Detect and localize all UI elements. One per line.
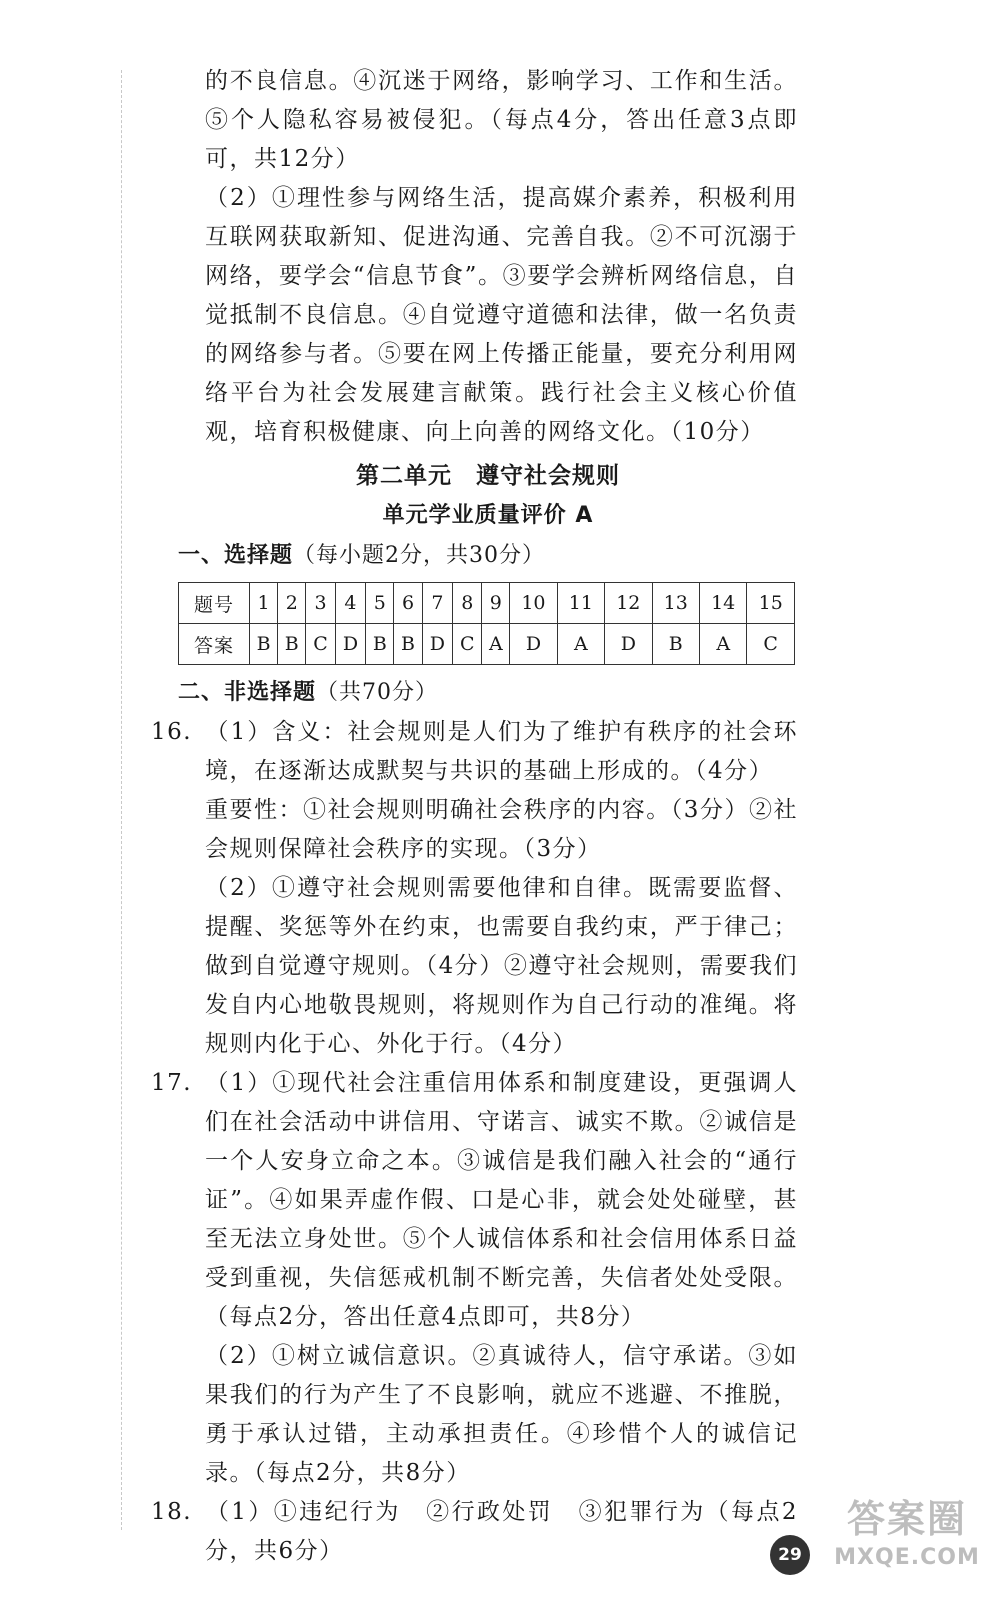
section-2-note: （共70分） (316, 680, 439, 705)
page-number: 29 (770, 1535, 810, 1575)
row-label-answers: 答案 (179, 624, 250, 665)
q17-number: 17. (151, 1070, 193, 1096)
answer-cell: D (422, 624, 453, 665)
answer-table (178, 582, 795, 665)
question-number: 4 (335, 583, 366, 624)
question-number: 2 (278, 583, 306, 624)
q18-part1 (151, 1493, 798, 1571)
q18-number: 18. (151, 1499, 193, 1525)
question-number: 15 (747, 583, 795, 624)
section-2-heading (178, 673, 798, 713)
question-number: 14 (699, 583, 746, 624)
question-number: 5 (366, 583, 394, 624)
section-1-heading (178, 536, 798, 576)
answer-cell: B (250, 624, 278, 665)
question-number-row (179, 583, 795, 624)
q18-part1-text: （1）①违纪行为 ②行政处罚 ③犯罪行为（每点2分，共6分） (205, 1499, 798, 1564)
question-number: 1 (250, 583, 278, 624)
top-block-line: 的不良信息。④沉迷于网络，影响学习、工作和生活。⑤个人隐私容易被侵犯。（每点4分，答出任意3点即可，共12分） (205, 68, 798, 172)
section-2-label: 二、非选择题 (178, 680, 317, 705)
q17-part2: （2）①树立诚信意识。②真诚待人，信守承诺。③如果我们的行为产生了不良影响，就应不逃避、不推脱，勇于承认过错，主动承担责任。④珍惜个人的诚信记录。（每点2分，共8分） (205, 1343, 798, 1486)
q16-part1 (151, 713, 798, 791)
question-number: 9 (482, 583, 510, 624)
question-number: 8 (453, 583, 482, 624)
row-label-numbers: 题号 (179, 583, 250, 624)
answer-cell: D (335, 624, 366, 665)
unit-title: 第二单元 遵守社会规则 (356, 463, 620, 489)
question-number: 12 (605, 583, 652, 624)
margin-divider (121, 70, 123, 1530)
sub-title: 单元学业质量评价 A (382, 503, 594, 528)
q17-part1 (151, 1064, 798, 1337)
watermark-bottom-text: MXQE.COM (834, 1545, 980, 1570)
top-block-part2: （2）①理性参与网络生活，提高媒介素养，积极利用互联网获取新知、促进沟通、完善自我。②不可沉溺于网络，要学会“信息节食”。③要学会辨析网络信息，自觉抵制不良信息。④自觉遵守道德和法律，做一名负责的网络参与者。⑤要在网上传播正能量，要充分利用网络平台为社会发展建言献策。践行社会主义核心价值观，培育积极健康、向上向善的网络文化。（10分） (205, 185, 798, 445)
question-number: 7 (422, 583, 453, 624)
answer-row (179, 624, 795, 665)
watermark-top-text: 答案圈 (846, 1497, 967, 1541)
question-number: 10 (510, 583, 557, 624)
watermark-logo (818, 1495, 996, 1595)
answer-cell: D (510, 624, 557, 665)
answer-cell: A (482, 624, 510, 665)
question-number: 6 (394, 583, 422, 624)
answer-cell: C (306, 624, 335, 665)
q17-part1-text: （1）①现代社会注重信用体系和制度建设，更强调人们在社会活动中讲信用、守诺言、诚实不欺。②诚信是一个人安身立命之本。③诚信是我们融入社会的“通行证”。④如果弄虚作假、口是心非，就会处处碰壁，甚至无法立身处世。⑤个人诚信体系和社会信用体系日益受到重视，失信惩戒机制不断完善，失信者处处受限。（每点2分，答出任意4点即可，共8分） (205, 1070, 798, 1330)
q16-part2: （2）①遵守社会规则需要他律和自律。既需要监督、提醒、奖惩等外在约束，也需要自我约束，严于律己；做到自觉遵守规则。（4分）②遵守社会规则，需要我们发自内心地敬畏规则，将规则作为自己行动的准绳。将规则内化于心、外化于行。（4分） (205, 875, 798, 1057)
q16-part1-importance: 重要性：①社会规则明确社会秩序的内容。（3分）②社会规则保障社会秩序的实现。（3分） (205, 797, 798, 862)
answer-cell: C (747, 624, 795, 665)
question-number: 3 (306, 583, 335, 624)
q16-number: 16. (151, 719, 193, 745)
section-1-label: 一、选择题 (178, 543, 294, 568)
answer-cell: C (453, 624, 482, 665)
q16-part1-text: （1）含义：社会规则是人们为了维护有秩序的社会环境，在逐渐达成默契与共识的基础上形成的。（4分） (205, 719, 798, 784)
page-content (151, 62, 798, 1571)
answer-cell: B (652, 624, 699, 665)
answer-cell: A (699, 624, 746, 665)
answer-cell: A (557, 624, 604, 665)
question-number: 13 (652, 583, 699, 624)
answer-cell: D (605, 624, 652, 665)
answer-cell: B (366, 624, 394, 665)
answer-cell: B (394, 624, 422, 665)
answer-cell: B (278, 624, 306, 665)
question-number: 11 (557, 583, 604, 624)
section-1-note: （每小题2分，共30分） (293, 543, 546, 568)
